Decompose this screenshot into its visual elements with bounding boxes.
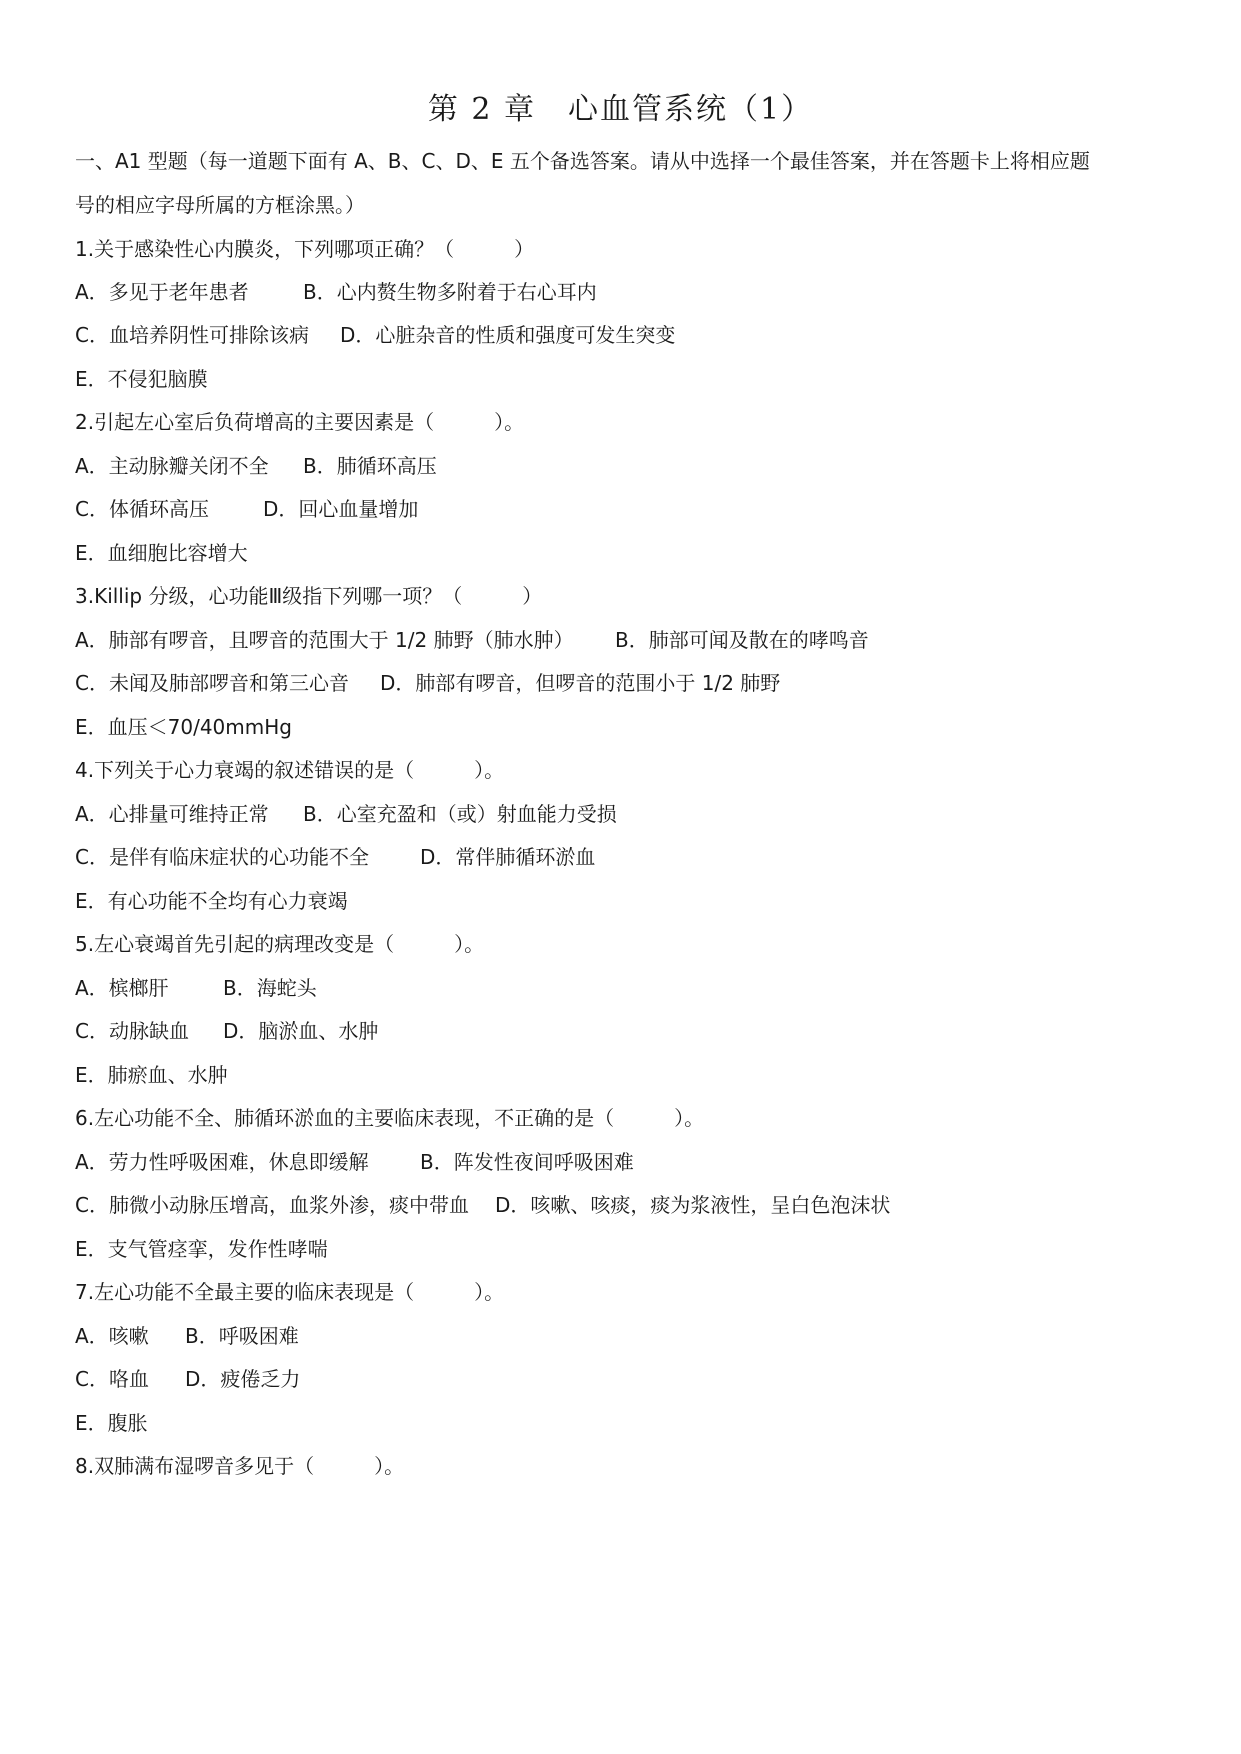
question-5-stem: 5.左心衰竭首先引起的病理改变是（ ）。 bbox=[75, 932, 485, 956]
question-4-option-a: A．心排量可维持正常 bbox=[75, 802, 269, 826]
question-3-option-a: A．肺部有啰音，且啰音的范围大于 1/2 肺野（肺水肿） bbox=[75, 628, 574, 652]
question-7-option-c: C．咯血 bbox=[75, 1367, 149, 1391]
question-7-option-b: B．呼吸困难 bbox=[185, 1324, 299, 1348]
question-6-option-e: E．支气管痉挛，发作性哮喘 bbox=[75, 1237, 328, 1261]
question-2-option-a: A．主动脉瓣关闭不全 bbox=[75, 454, 269, 478]
question-6-stem: 6.左心功能不全、肺循环淤血的主要临床表现，不正确的是（ ）。 bbox=[75, 1106, 705, 1130]
question-8-stem: 8.双肺满布湿啰音多见于（ ）。 bbox=[75, 1454, 405, 1478]
question-3-stem: 3.Killip 分级，心功能Ⅲ级指下列哪一项？（ ） bbox=[75, 584, 543, 608]
question-3-option-d: D．肺部有啰音，但啰音的范围小于 1/2 肺野 bbox=[380, 671, 781, 695]
question-2-option-c: C．体循环高压 bbox=[75, 497, 209, 521]
question-1-stem: 1.关于感染性心内膜炎，下列哪项正确？（ ） bbox=[75, 237, 535, 261]
question-5-option-d: D．脑淤血、水肿 bbox=[223, 1019, 379, 1043]
question-2-option-b: B．肺循环高压 bbox=[303, 454, 437, 478]
question-4-stem: 4.下列关于心力衰竭的叙述错误的是（ ）。 bbox=[75, 758, 505, 782]
question-1-option-a: A．多见于老年患者 bbox=[75, 280, 249, 304]
question-7-option-e: E．腹胀 bbox=[75, 1411, 148, 1435]
question-2-option-e: E．血细胞比容增大 bbox=[75, 541, 248, 565]
section-heading-line-1: 一、A1 型题（每一道题下面有 A、B、C、D、E 五个备选答案。请从中选择一个最佳答案，并在答题卡上将相应题 bbox=[75, 149, 1090, 173]
question-4-option-c: C．是伴有临床症状的心功能不全 bbox=[75, 845, 369, 869]
question-5-option-a: A．槟榔肝 bbox=[75, 976, 169, 1000]
question-6-option-d: D．咳嗽、咳痰，痰为浆液性，呈白色泡沫状 bbox=[495, 1193, 891, 1217]
section-heading-line-2: 号的相应字母所属的方框涂黑。） bbox=[75, 193, 365, 217]
question-5-option-e: E．肺瘀血、水肿 bbox=[75, 1063, 228, 1087]
question-1-option-c: C．血培养阴性可排除该病 bbox=[75, 323, 309, 347]
question-1-option-e: E．不侵犯脑膜 bbox=[75, 367, 208, 391]
question-6-option-b: B．阵发性夜间呼吸困难 bbox=[420, 1150, 634, 1174]
question-2-stem: 2.引起左心室后负荷增高的主要因素是（ ）。 bbox=[75, 410, 525, 434]
question-1-option-d: D．心脏杂音的性质和强度可发生突变 bbox=[340, 323, 676, 347]
question-4-option-d: D．常伴肺循环淤血 bbox=[420, 845, 596, 869]
question-4-option-b: B．心室充盈和（或）射血能力受损 bbox=[303, 802, 617, 826]
question-6-option-c: C．肺微小动脉压增高，血浆外渗，痰中带血 bbox=[75, 1193, 469, 1217]
question-2-option-d: D．回心血量增加 bbox=[263, 497, 419, 521]
question-5-option-b: B．海蛇头 bbox=[223, 976, 317, 1000]
question-3-option-e: E．血压＜70/40mmHg bbox=[75, 715, 292, 739]
question-5-option-c: C．动脉缺血 bbox=[75, 1019, 189, 1043]
question-3-option-b: B．肺部可闻及散在的哮鸣音 bbox=[615, 628, 869, 652]
question-6-option-a: A．劳力性呼吸困难，休息即缓解 bbox=[75, 1150, 369, 1174]
question-7-stem: 7.左心功能不全最主要的临床表现是（ ）。 bbox=[75, 1280, 505, 1304]
question-7-option-d: D．疲倦乏力 bbox=[185, 1367, 301, 1391]
question-7-option-a: A．咳嗽 bbox=[75, 1324, 149, 1348]
question-3-option-c: C．未闻及肺部啰音和第三心音 bbox=[75, 671, 349, 695]
question-4-option-e: E．有心功能不全均有心力衰竭 bbox=[75, 889, 348, 913]
chapter-title: 第 2 章 心血管系统（1） bbox=[427, 92, 814, 127]
question-1-option-b: B．心内赘生物多附着于右心耳内 bbox=[303, 280, 597, 304]
